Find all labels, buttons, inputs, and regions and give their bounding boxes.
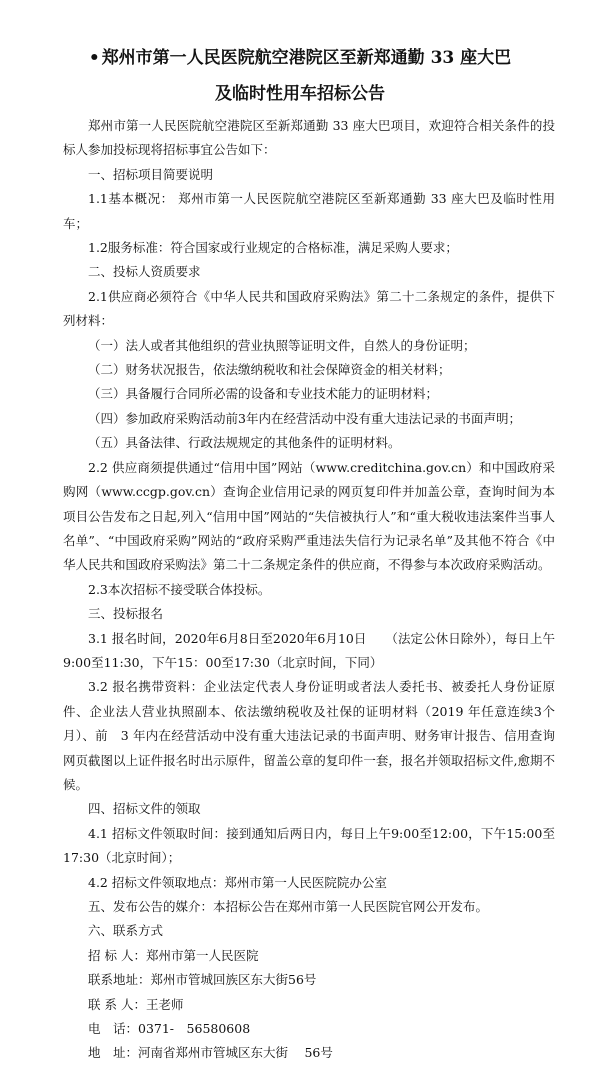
section-2-subitem-1: （一）法人或者其他组织的营业执照等证明文件，自然人的身份证明； [88,337,476,353]
section-6-heading: 六、联系方式 [88,923,164,939]
document-title-line1 [60,47,540,69]
section-2-subitem-5: （五）具备法律、行政法规规定的其他条件的证明材料。 [88,435,401,451]
section-2-subitem-4: （四）参加政府采购活动前3年内在经营活动中没有重大违法记录的书面声明； [88,410,521,426]
section-2-item-1: 2.1供应商必须符合《中华人民共和国政府采购法》第二十二条规定的条件，提供下列材料： [63,288,555,329]
title-bullet: • [88,48,100,68]
section-4-item-2: 4.2 招标文件领取地点：郑州市第一人民医院院办公室 [88,874,387,890]
section-2-heading: 二、投标人资质要求 [88,264,201,280]
section-4-item-1: 4.1 招标文件领取时间：接到通知后两日内，每日上午9:00至12:00，下午15:00至17:30（北京时间）； [63,825,555,866]
contact-tenderer: 招 标 人：郑州市第一人民医院 [88,947,259,963]
section-4-heading: 四、招标文件的领取 [88,801,201,817]
section-1-item-2: 1.2服务标准：符合国家或行业规定的合格标准，满足采购人要求； [88,240,458,256]
section-3-item-2: 3.2 报名携带资料：企业法定代表人身份证明或者法人委托书、被委托人身份证原件、企业法人营业执照副本、依法缴纳税收及社保的证明材料（2019 年任意连续3个月）、前 3 年内在经营活动中没有重大违法记录的书面声明、财务审计报告、信用查询网页截图以上证件报名时出示原件，留盖公章的复印件一套，报名并领取招标文件,愈期不候。 [63,679,555,792]
contact-address: 联系地址：郑州市管城回族区东大街56号 [88,972,317,988]
intro-paragraph: 郑州市第一人民医院航空港院区至新郑通勤 33 座大巴项目，欢迎符合相关条件的投标人参加投标现将招标事宜公告如下： [63,118,555,158]
title-line1-text: 郑州市第一人民医院航空港院区至新郑通勤 33 座大巴 [101,48,512,68]
contact-location: 地 址：河南省郑州市管城区东大街 56号 [88,1045,333,1061]
section-2-subitem-3: （三）具备履行合同所必需的设备和专业技术能力的证明材料； [88,386,439,402]
section-2-item-2: 2.2 供应商须提供通过“信用中国”网站（www.creditchina.gov.cn）和中国政府采购网（www.ccgp.gov.cn）查询企业信用记录的网页复印件并加盖公章，查询时间为本项目公告发布之日起,列入“信用中国”网站的“失信被执行人”和“重大税收违法案件当事人名单”、“中国政府采购”网站的“政府采购严重违法失信行为记录名单”及其他不符合《中华人民共和国政府采购法》第二十二条规定条件的供应商，不得参与本次政府采购活动。 [63,459,555,573]
document-title-line2: 及临时性用车招标公告 [215,84,385,104]
section-1-heading: 一、招标项目简要说明 [88,166,214,182]
section-5-line: 五、发布公告的媒介：本招标公告在郑州市第一人民医院官网公开发布。 [88,899,489,914]
document-body [63,114,568,1066]
section-2-item-3: 2.3本次招标不接受联合体投标。 [88,581,271,597]
section-3-item-1: 3.1 报名时间，2020年6月8日至2020年6月10日 （法定公休日除外），每日上午 9:00至11:30，下午15：00至17:30（北京时间，下同） [63,630,568,670]
contact-phone: 电 话：0371- 56580608 [88,1021,251,1037]
section-1-item-1: 1.1基本概况： 郑州市第一人民医院航空港院区至新郑通勤 33 座大巴及临时性用车； [63,191,555,231]
contact-person: 联 系 人：王老师 [88,996,184,1012]
section-2-subitem-2: （二）财务状况报告，依法缴纳税收和社会保障资金的相关材料； [88,362,451,378]
section-3-heading: 三、投标报名 [88,606,164,622]
